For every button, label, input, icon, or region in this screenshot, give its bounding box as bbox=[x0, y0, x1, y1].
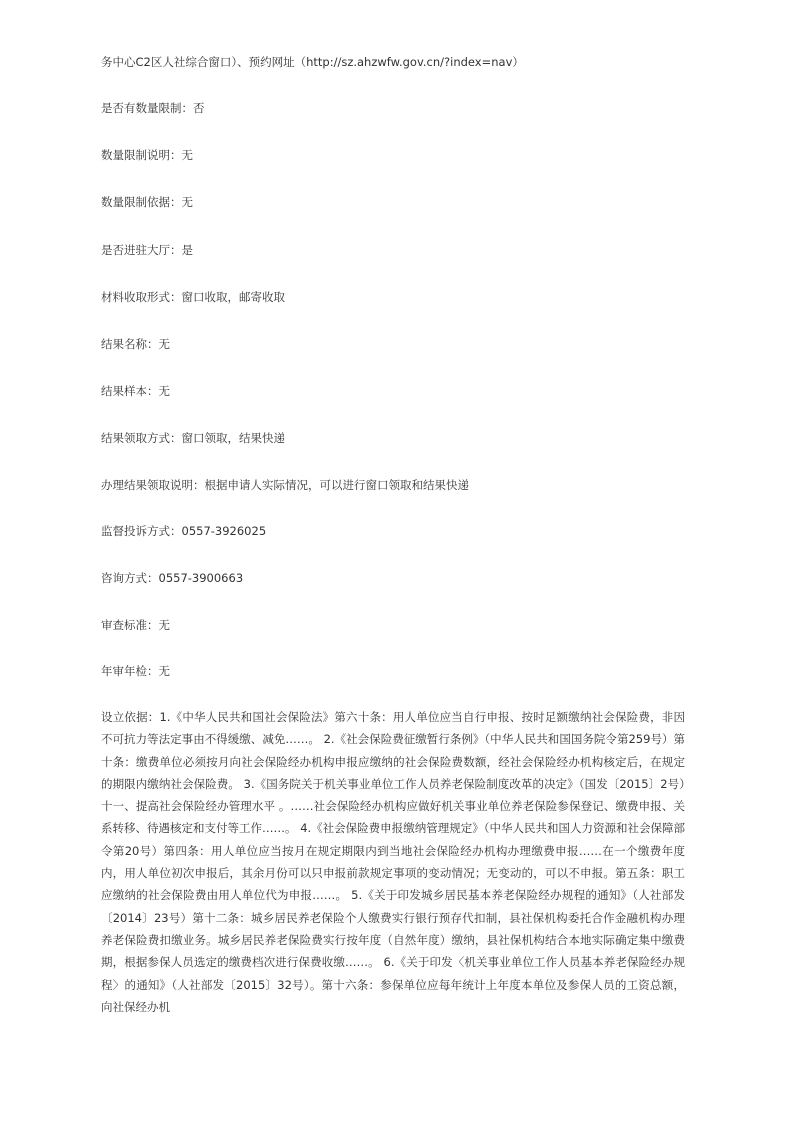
complaint-phone-line: 监督投诉方式：0557-3926025 bbox=[101, 524, 267, 538]
annual-review-line: 年审年检：无 bbox=[101, 664, 170, 678]
result-name-line: 结果名称：无 bbox=[101, 337, 170, 351]
review-standard-line: 审查标准：无 bbox=[101, 618, 170, 632]
quantity-limit-desc-line: 数量限制说明：无 bbox=[101, 148, 193, 162]
result-collection-note-line: 办理结果领取说明：根据申请人实际情况，可以进行窗口领取和结果快递 bbox=[101, 478, 469, 492]
quantity-limit-basis-line: 数量限制依据：无 bbox=[101, 195, 193, 209]
quantity-limit-line: 是否有数量限制：否 bbox=[101, 101, 205, 115]
appointment-url-line: 务中心C2区人社综合窗口）、预约网址（http://sz.ahzwfw.gov.cn/?index=nav） bbox=[101, 55, 524, 69]
in-hall-line: 是否进驻大厅：是 bbox=[101, 243, 193, 257]
result-collection-method-line: 结果领取方式：窗口领取，结果快递 bbox=[101, 431, 285, 445]
consult-phone-line: 咨询方式：0557-3900663 bbox=[101, 571, 244, 585]
legal-basis-paragraph: 设立依据：1.《中华人民共和国社会保险法》第六十条：用人单位应当自行申报、按时足额缴纳社会保险费，非因不可抗力等法定事由不得缓缴、减免……。 2.《社会保险费征缴暂行条例》（中华人民共和国国务院令第259号）第十条：缴费单位必须按月向社会保险经办机构申报应缴纳的社会保险费数额，经社会保险经办机构核定后，在规定的期限内缴纳社会保险费。 3.《国务院关于机关事业单位工作人员养老保险制度改革的决定》（国发〔2015〕2号）十一、提高社会保险经办管理水平 。……社会保险经办机构应做好机关事业单位养老保险参保登记、缴费申报、关系转移、待遇核定和支付等工作……。 4.《社会保险费申报缴纳管理规定》（中华人民共和国人力资源和社会保障部令第20号）第四条：用人单位应当按月在规定期限内到当地社会保险经办机构办理缴费申报……在一个缴费年度内，用人单位初次申报后，其余月份可以只申报前款规定事项的变动情况；无变动的，可以不申报。第五条：职工应缴纳的社会保险费由用人单位代为申报……。 5.《关于印发城乡居民基本养老保险经办规程的通知》（人社部发〔2014〕23号）第十二条：城乡居民养老保险个人缴费实行银行预存代扣制，县社保机构委托合作金融机构办理养老保险费扣缴业务。城乡居民养老保险费实行按年度（自然年度）缴纳，县社保机构结合本地实际确定集中缴费期，根据参保人员选定的缴费档次进行保费收缴……。 6.《关于印发〈机关事业单位工作人员基本养老保险经办规程〉的通知》（人社部发〔2015〕32号）。第十六条：参保单位应每年统计上年度本单位及参保人员的工资总额，向社保经办机 bbox=[101, 710, 685, 1014]
material-collection-line: 材料收取形式：窗口收取，邮寄收取 bbox=[101, 290, 285, 304]
result-sample-line: 结果样本：无 bbox=[101, 384, 170, 398]
